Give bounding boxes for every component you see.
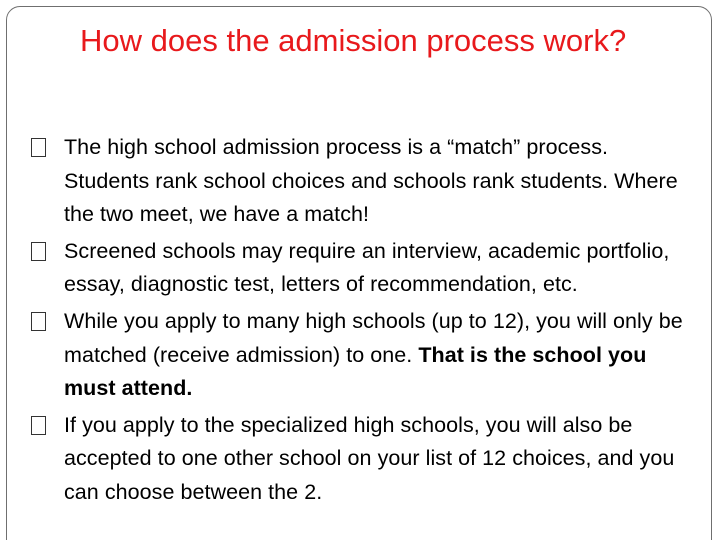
- bullet-item-matched-to-one: [31, 305, 691, 406]
- bullet-text: Screened schools may require an interview, academic portfolio, essay, diagnostic test, letters of recommendation, etc.: [64, 238, 670, 297]
- bullet-bold-text: That is the school you must attend.: [64, 342, 647, 401]
- checkbox-bullet-icon: [31, 312, 46, 331]
- slide-title: How does the admission process work?: [80, 23, 627, 58]
- checkbox-bullet-icon: [31, 416, 46, 435]
- checkbox-bullet-icon: [31, 242, 46, 261]
- bullet-text: If you apply to the specialized high schools, you will also be accepted to one other school on your list of 12 choices, and you can choose between the 2.: [64, 412, 675, 504]
- bullet-item-match-process: [31, 131, 691, 232]
- bullet-text: The high school admission process is a “match” process. Students rank school choices and schools rank students. Where the two meet, we have a match!: [64, 135, 678, 227]
- checkbox-bullet-icon: [31, 138, 46, 157]
- bullet-item-specialized-schools: [31, 409, 691, 510]
- bullet-list: [31, 131, 691, 513]
- bullet-text: While you apply to many high schools (up to 12), you will only be matched (receive admission) to one.: [64, 308, 683, 367]
- bullet-item-screened-schools: [31, 235, 691, 302]
